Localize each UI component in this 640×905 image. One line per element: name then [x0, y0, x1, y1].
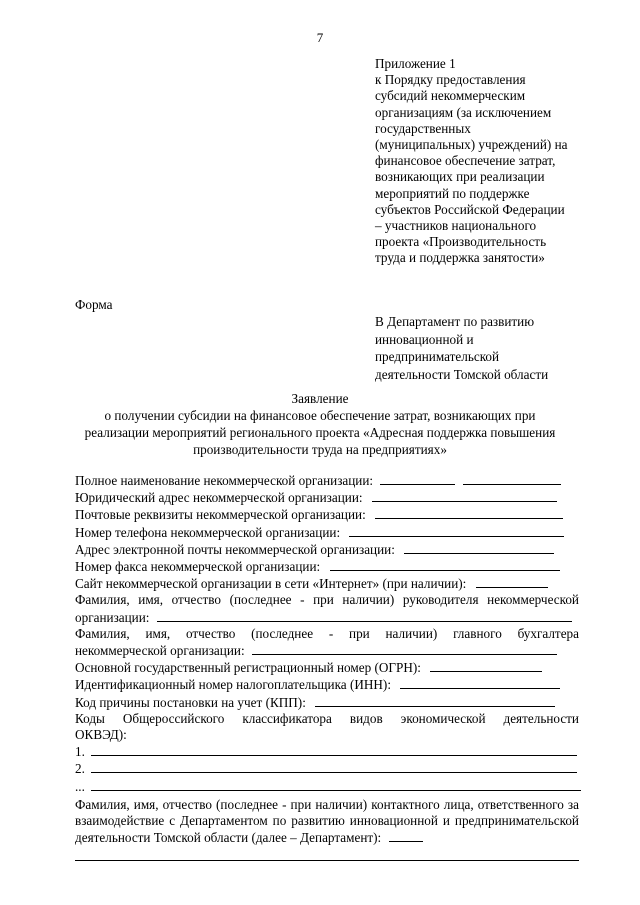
field-label: Номер телефона некоммерческой организации:	[75, 524, 341, 540]
title-subtitle-line: производительности труда на предприятиях»	[193, 442, 447, 457]
head-input-line[interactable]	[157, 609, 572, 622]
field-phone	[75, 524, 579, 541]
recipient-line: деятельности Томской области	[375, 366, 549, 382]
okved-item	[75, 760, 579, 777]
appendix-block	[375, 56, 590, 267]
email-input-line[interactable]	[404, 541, 554, 554]
title-subtitle-line: о получении субсидии на финансовое обеспечение затрат, возникающих при	[104, 408, 536, 423]
recipient-block	[375, 313, 590, 383]
title-subtitle-line: реализации мероприятий регионального проекта «Адресная поддержка повышения	[84, 425, 556, 440]
field-label: Основной государственный регистрационный номер (ОГРН):	[75, 660, 421, 676]
legal-address-input-line[interactable]	[372, 489, 557, 502]
ogrn-input-line[interactable]	[430, 659, 542, 672]
postal-input-line[interactable]	[375, 506, 563, 519]
appendix-line: субъектов Российской Федерации	[375, 201, 565, 217]
okved-item-number: 1.	[75, 744, 85, 760]
okved-item-number: ...	[75, 778, 85, 794]
recipient-line: инновационной и	[375, 331, 474, 347]
okved-item	[75, 743, 579, 760]
field-label: организации:	[75, 609, 150, 625]
accountant-input-line[interactable]	[252, 642, 557, 655]
appendix-line: государственных	[375, 120, 471, 136]
appendix-line: финансовое обеспечение затрат,	[375, 153, 556, 169]
recipient-line: В Департамент по развитию	[375, 314, 535, 329]
full-name-input-line-2[interactable]	[463, 472, 561, 485]
field-head	[75, 609, 579, 626]
okved-item-input-line[interactable]	[91, 760, 577, 773]
document-title	[60, 390, 580, 458]
title-heading: Заявление	[291, 391, 349, 406]
field-label: Юридический адрес некоммерческой организации:	[75, 490, 363, 506]
head-label-line: Фамилия, имя, отчество (последнее - при наличии) руководителя некоммерческой	[75, 592, 579, 608]
appendix-line: проекта «Производительность	[375, 234, 547, 250]
okved-item-number: 2.	[75, 761, 85, 777]
appendix-line: субсидий некоммерческим	[375, 88, 526, 104]
website-input-line[interactable]	[476, 575, 548, 588]
full-name-input-line-1[interactable]	[380, 472, 455, 485]
contact-input-line[interactable]	[75, 846, 579, 861]
field-label: Адрес электронной почты некоммерческой организации:	[75, 541, 395, 557]
field-fax	[75, 558, 579, 575]
field-label: Полное наименование некоммерческой организации:	[75, 473, 374, 488]
field-label: Сайт некоммерческой организации в сети «Интернет» (при наличии):	[75, 576, 467, 592]
field-website	[75, 575, 579, 592]
okved-item-input-line[interactable]	[91, 743, 577, 756]
contact-input-line-inline[interactable]	[389, 829, 423, 842]
appendix-line: к Порядку предоставления	[375, 72, 526, 88]
field-inn	[75, 676, 579, 693]
appendix-line: Приложение 1	[375, 56, 456, 71]
appendix-line: возникающих при реализации	[375, 169, 545, 185]
application-form	[75, 472, 579, 863]
field-label: Почтовые реквизиты некоммерческой организации:	[75, 507, 366, 523]
field-legal-address	[75, 489, 579, 506]
appendix-line: (муниципальных) учреждений) на	[375, 137, 568, 153]
recipient-line: предпринимательской	[375, 349, 500, 365]
okved-item-input-line[interactable]	[91, 778, 581, 791]
appendix-line: организациям (за исключением	[375, 104, 552, 120]
field-kpp	[75, 694, 579, 711]
phone-input-line[interactable]	[349, 524, 564, 537]
okved-label-line-2: ОКВЭД):	[75, 727, 127, 743]
kpp-input-line[interactable]	[315, 694, 555, 707]
appendix-line: мероприятий по поддержке	[375, 185, 530, 201]
field-label: Номер факса некоммерческой организации:	[75, 559, 321, 575]
contact-person-text	[75, 797, 579, 847]
accountant-label-line: Фамилия, имя, отчество (последнее - при наличии) главного бухгалтера	[75, 625, 579, 641]
appendix-line: труда и поддержка занятости»	[375, 250, 545, 266]
page-number: 7	[316, 30, 324, 45]
okved-item	[75, 778, 579, 795]
form-label: Форма	[75, 297, 113, 312]
field-label: некоммерческой организации:	[75, 643, 245, 659]
field-label: Код причины постановки на учет (КПП):	[75, 694, 306, 710]
field-label: Идентификационный номер налогоплательщика (ИНН):	[75, 677, 391, 693]
field-ogrn	[75, 659, 579, 676]
field-label: Фамилия, имя, отчество (последнее - при наличии) контактного лица, ответственного за взаимодействие с Департаментом по развитию инновационной и предпринимательской деятельности Томской области (далее – Департамент):	[75, 796, 579, 846]
field-full-name	[75, 472, 579, 489]
field-postal	[75, 506, 579, 523]
inn-input-line[interactable]	[400, 676, 560, 689]
appendix-line: – участников национального	[375, 218, 537, 234]
okved-label-line: Коды Общероссийского классификатора видов экономической деятельности	[75, 710, 579, 726]
fax-input-line[interactable]	[330, 558, 560, 571]
field-email	[75, 541, 579, 558]
field-accountant	[75, 642, 579, 659]
